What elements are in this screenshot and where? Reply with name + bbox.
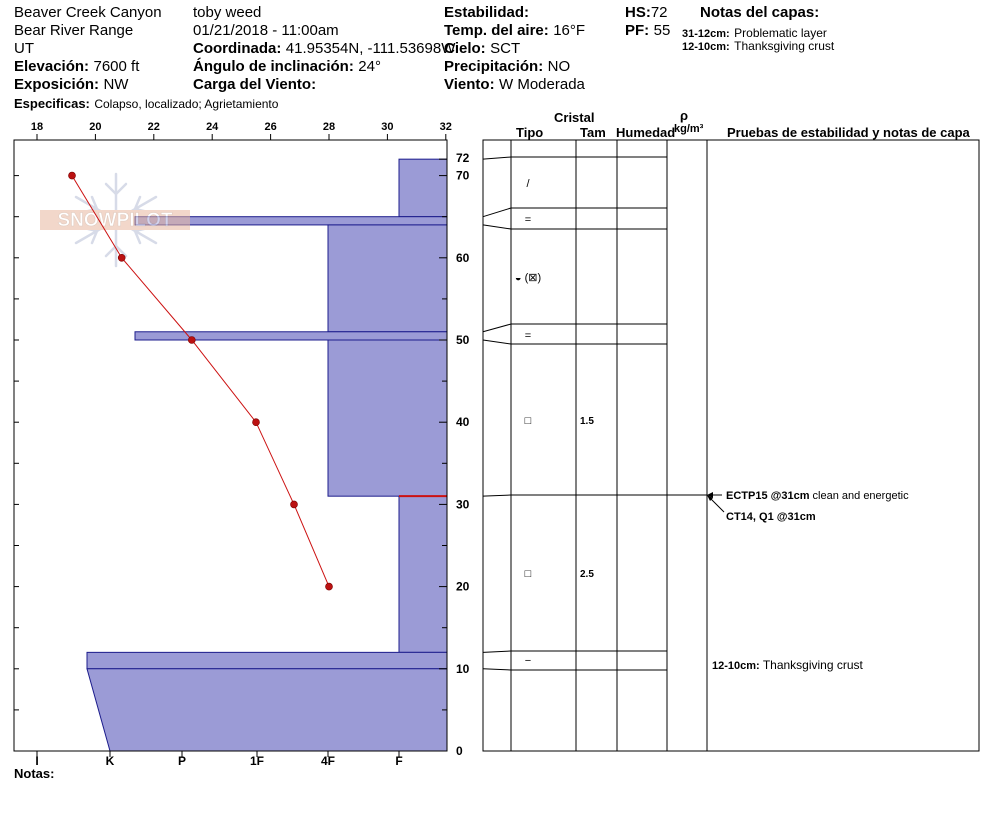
state-name: UT <box>14 40 34 57</box>
hs-label: HS: <box>625 4 651 21</box>
temp-axis-label: 26 <box>264 121 277 133</box>
hardness-axis-label: 1F <box>249 754 265 768</box>
temp-axis-label: 20 <box>89 121 102 133</box>
layer-connector-line <box>483 208 511 217</box>
temperature-point-2 <box>118 254 125 261</box>
depth-axis-label: 70 <box>456 168 470 183</box>
aspect-label: Exposición: <box>14 76 100 93</box>
hardness-layer-3 <box>328 225 447 332</box>
wind-value: W Moderada <box>499 76 585 93</box>
layer-connector-line <box>483 225 511 229</box>
hardness-layer-8 <box>87 669 447 751</box>
layer-connector-line <box>483 495 511 496</box>
temp-axis-label: 28 <box>322 121 336 133</box>
stability-test-note: clean and energetic <box>809 490 909 502</box>
temperature-profile-line <box>72 176 329 587</box>
coordinate-value: 41.95354N, -111.53698W <box>285 40 456 57</box>
temp-axis-label: 22 <box>147 121 160 133</box>
depth-axis-label: 0 <box>456 744 463 758</box>
elevation-value: 7600 ft <box>93 58 140 75</box>
depth-axis-label: 30 <box>456 497 470 512</box>
elevation-label: Elevación: <box>14 58 90 75</box>
depth-axis-label: 40 <box>456 415 470 430</box>
layer-note-row <box>712 658 864 672</box>
layer-note-1-text: Problematic layer <box>734 26 827 40</box>
sky-value: SCT <box>490 40 521 57</box>
stability-test-1 <box>726 490 909 502</box>
hardness-layer-1 <box>399 159 447 217</box>
hardness-layer-7 <box>87 652 447 668</box>
wind-label: Viento: <box>444 76 495 93</box>
snowpilot-logo <box>40 174 190 266</box>
hs-value: 72 <box>650 4 668 21</box>
temperature-point-6 <box>326 583 333 590</box>
sky-label: Cielo: <box>444 40 486 57</box>
location-name: Beaver Creek Canyon <box>14 4 162 21</box>
temperature-point-3 <box>188 337 195 344</box>
hardness-layer-6 <box>399 496 447 652</box>
hardness-axis-label: P <box>177 754 187 768</box>
coordinate-label: Coordinada: <box>193 40 282 57</box>
crystal-type-symbol: = <box>524 214 532 226</box>
crystal-type-symbol: − <box>524 655 532 667</box>
specifics-value: Colapso, localizado; Agrietamiento <box>94 97 279 111</box>
layer-connector-line <box>483 157 511 159</box>
observation-datetime: 01/21/2018 - 11:00am <box>193 22 339 39</box>
depth-axis-label: 10 <box>456 661 470 676</box>
depth-axis-label: 20 <box>456 579 470 594</box>
size-header: Tam <box>580 125 606 140</box>
hardness-axis-label: 4F <box>320 754 336 768</box>
tests-header: Pruebas de estabilidad y notas de capa <box>727 125 970 140</box>
wind-load-label: Carga del Viento: <box>193 76 317 93</box>
stability-label: Estabilidad: <box>444 4 530 21</box>
temperature-point-4 <box>253 419 260 426</box>
temp-axis-label: 30 <box>381 121 394 133</box>
layer-connector-line <box>483 651 511 652</box>
layer-note-range: 12-10cm: <box>712 660 760 672</box>
stability-test-code: CT14, Q1 @31cm <box>726 511 816 523</box>
notes-label: Notas: <box>14 766 55 781</box>
layer-connector-line <box>483 324 511 332</box>
air-temp-label: Temp. del aire: <box>444 22 549 39</box>
density-unit-header: kg/m³ <box>674 123 704 135</box>
depth-axis-label: 60 <box>456 250 470 265</box>
humidity-header: Humedad <box>616 125 676 140</box>
temperature-point-1 <box>69 172 76 179</box>
specifics-label: Especificas: <box>14 96 90 111</box>
range-name: Bear River Range <box>14 22 134 39</box>
layer-note-2-range: 12-10cm: <box>682 41 730 53</box>
crystal-size: 2.5 <box>580 569 594 580</box>
incline-label: Ángulo de inclinación: <box>193 58 354 75</box>
crystal-header: Cristal <box>554 110 595 125</box>
rho-header: ρ <box>680 108 689 123</box>
crystal-type-symbol: □ <box>524 568 532 580</box>
crystal-type-symbol: □ <box>524 415 532 427</box>
pf-label: PF: <box>625 22 650 39</box>
incline-value: 24° <box>358 58 381 75</box>
layer-notes-title: Notas del capas: <box>700 4 820 21</box>
depth-axis-label: 50 <box>456 333 470 347</box>
hardness-axis-label: I <box>35 754 39 768</box>
layer-note-2-text: Thanksgiving crust <box>734 39 835 53</box>
stability-test-2 <box>726 511 816 523</box>
hardness-axis-label: K <box>105 754 115 768</box>
depth-axis-label: 72 <box>456 151 470 166</box>
temp-axis-label: 18 <box>30 121 44 133</box>
layer-table-rows <box>515 178 594 667</box>
layer-note-1-range: 31-12cm: <box>682 28 730 40</box>
temperature-point-5 <box>291 501 298 508</box>
stability-tests <box>707 490 909 672</box>
air-temp-value: 16°F <box>553 22 586 39</box>
temp-axis-label: 32 <box>439 121 452 133</box>
layer-note-text: Thanksgiving crust <box>759 658 863 672</box>
hardness-layer-5 <box>328 340 447 496</box>
hardness-layers <box>87 159 447 751</box>
hardness-layer-4 <box>135 332 447 340</box>
pf-value: 55 <box>653 22 671 39</box>
hardness-axis-label: F <box>395 754 403 768</box>
type-header: Tipo <box>516 125 544 140</box>
precip-value: NO <box>547 58 571 75</box>
crystal-type-symbol: = <box>524 330 532 342</box>
aspect-value: NW <box>103 76 129 93</box>
temp-axis-label: 24 <box>206 121 219 133</box>
layer-connector-line <box>483 669 511 670</box>
crystal-size: 1.5 <box>580 416 594 427</box>
observer-name: toby weed <box>193 4 262 21</box>
precip-label: Precipitación: <box>444 58 544 75</box>
stability-test-code: ECTP15 @31cm <box>726 490 810 502</box>
logo-text: SNOWPILOT <box>57 210 173 231</box>
crystal-type-symbol: / <box>526 178 530 190</box>
crystal-type-symbol: ◒ (⊠) <box>514 272 542 284</box>
layer-connector-line <box>483 340 511 344</box>
